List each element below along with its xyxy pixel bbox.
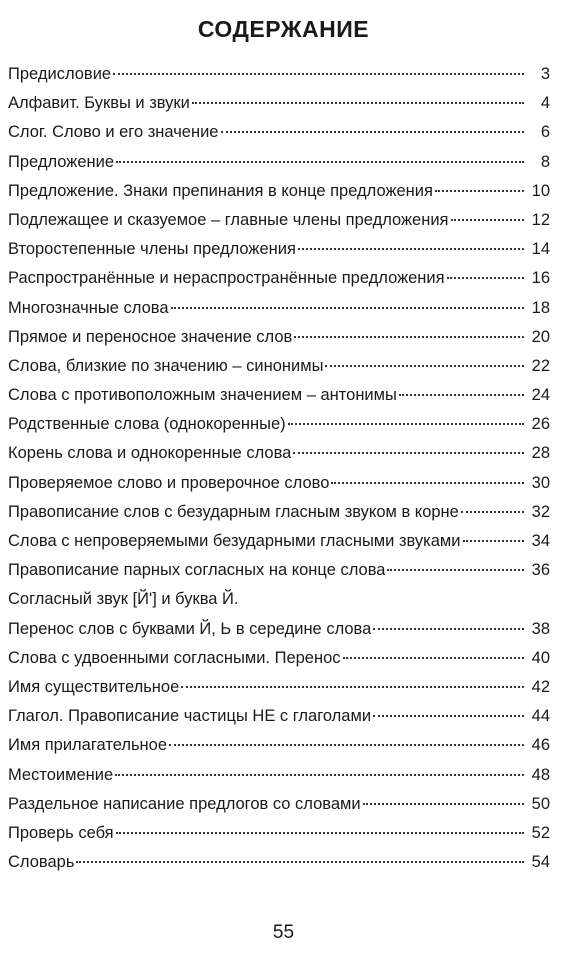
toc-entry xyxy=(8,118,550,147)
toc-entry xyxy=(8,381,550,410)
toc-entry-title: Глагол. Правописание частицы НЕ с глаголами xyxy=(8,707,372,726)
dot-leader xyxy=(288,423,524,425)
toc-entry-title: Прямое и переносное значение слов xyxy=(8,327,293,346)
toc-entry-page: 6 xyxy=(540,123,550,142)
dot-leader xyxy=(169,744,524,746)
toc-entry xyxy=(8,556,550,585)
toc-entry-page: 8 xyxy=(540,152,550,171)
toc-entry xyxy=(8,819,550,848)
toc-entry-title: Правописание парных согласных на конце слова xyxy=(8,561,386,580)
dot-leader xyxy=(294,336,524,338)
toc-entry xyxy=(8,702,550,731)
toc-entry-page: 42 xyxy=(531,677,550,696)
dot-leader xyxy=(221,131,525,133)
dot-leader xyxy=(451,219,525,221)
page-number: 55 xyxy=(272,922,295,943)
page-title: СОДЕРЖАНИЕ xyxy=(197,16,370,42)
toc-entry-page: 52 xyxy=(531,823,550,842)
toc-entry-title: Согласный звук [Й'] и буква Й. xyxy=(8,590,239,609)
dot-leader xyxy=(293,452,524,454)
toc-entry-title: Слог. Слово и его значение xyxy=(8,123,219,142)
toc-entry-page: 40 xyxy=(531,648,550,667)
toc-entry-title: Предисловие xyxy=(8,65,112,83)
dot-leader xyxy=(373,715,524,717)
toc-entry xyxy=(8,585,550,614)
toc-entry-title: Подлежащее и сказуемое – главные члены предложения xyxy=(8,210,449,229)
toc-entry-page: 24 xyxy=(531,386,550,405)
toc-entry xyxy=(8,264,550,293)
toc-entry-title: Слова с непроверяемыми безударными гласными звуками xyxy=(8,532,461,550)
toc-entry xyxy=(8,352,550,381)
toc-entry xyxy=(8,615,550,644)
toc-entry xyxy=(8,60,550,89)
toc-entry xyxy=(8,469,550,498)
dot-leader xyxy=(181,686,524,688)
toc-entry xyxy=(8,206,550,235)
toc-entry-title: Слова с противоположным значением – антонимы xyxy=(8,386,397,405)
toc-entry xyxy=(8,498,550,527)
dot-leader xyxy=(115,774,524,776)
toc-entry-title: Имя прилагательное xyxy=(8,736,168,755)
dot-leader xyxy=(116,161,524,163)
dot-leader xyxy=(192,102,524,104)
dot-leader xyxy=(363,803,524,805)
toc-entry xyxy=(8,527,550,556)
toc-entry xyxy=(8,644,550,673)
dot-leader xyxy=(435,190,524,192)
toc-entry-title: Правописание слов с безударным гласным звуком в корне xyxy=(8,502,459,521)
toc-entry-page: 3 xyxy=(540,65,550,83)
dot-leader xyxy=(463,540,525,542)
dot-leader xyxy=(116,832,524,834)
toc-entry xyxy=(8,148,550,177)
toc-entry-title: Предложение xyxy=(8,152,115,171)
toc-entry-title: Алфавит. Буквы и звуки xyxy=(8,94,190,113)
toc-entry-page: 12 xyxy=(531,210,550,229)
table-of-contents xyxy=(8,60,550,877)
toc-entry-page: 36 xyxy=(531,561,550,580)
dot-leader xyxy=(76,861,524,863)
toc-entry xyxy=(8,294,550,323)
toc-entry-page: 10 xyxy=(531,181,550,200)
toc-entry xyxy=(8,323,550,352)
toc-entry-title: Имя существительное xyxy=(8,677,180,696)
dot-leader xyxy=(461,511,524,513)
toc-entry-title: Перенос слов с буквами Й, Ь в середине слова xyxy=(8,619,372,638)
toc-entry-page: 20 xyxy=(531,327,550,346)
dot-leader xyxy=(373,628,524,630)
toc-entry-title: Проверь себя xyxy=(8,823,114,842)
toc-entry xyxy=(8,410,550,439)
toc-entry xyxy=(8,761,550,790)
toc-entry-page: 16 xyxy=(531,269,550,288)
toc-entry xyxy=(8,177,550,206)
toc-entry-title: Слова, близкие по значению – синонимы xyxy=(8,356,324,375)
toc-entry-page: 50 xyxy=(531,794,550,813)
toc-entry-title: Раздельное написание предлогов со словами xyxy=(8,794,361,813)
toc-entry-title: Слова с удвоенными согласными. Перенос xyxy=(8,648,341,667)
toc-entry-page: 32 xyxy=(531,502,550,521)
toc-entry xyxy=(8,439,550,468)
toc-entry-page: 38 xyxy=(531,619,550,638)
toc-entry-title: Проверяемое слово и проверочное слово xyxy=(8,473,330,492)
dot-leader xyxy=(298,248,524,250)
toc-entry-page: 28 xyxy=(531,444,550,463)
toc-entry-page: 44 xyxy=(531,707,550,726)
dot-leader xyxy=(113,73,524,75)
toc-entry xyxy=(8,790,550,819)
toc-entry xyxy=(8,731,550,760)
toc-entry-title: Родственные слова (однокоренные) xyxy=(8,415,286,434)
toc-entry-page: 14 xyxy=(531,240,550,259)
dot-leader xyxy=(331,482,524,484)
toc-entry-title: Местоимение xyxy=(8,765,114,784)
toc-entry-title: Распространённые и нераспространённые предложения xyxy=(8,269,445,288)
toc-entry-page: 46 xyxy=(531,736,550,755)
toc-entry xyxy=(8,848,550,877)
toc-entry-page: 22 xyxy=(531,356,550,375)
toc-entry xyxy=(8,235,550,264)
toc-entry-page: 48 xyxy=(531,765,550,784)
dot-leader xyxy=(325,365,524,367)
toc-entry-title: Корень слова и однокоренные слова xyxy=(8,444,292,463)
toc-entry-page: 26 xyxy=(531,415,550,434)
toc-entry-page: 54 xyxy=(531,853,550,872)
toc-entry xyxy=(8,89,550,118)
dot-leader xyxy=(447,277,524,279)
toc-entry-page: 34 xyxy=(531,532,550,550)
toc-entry-page: 18 xyxy=(531,298,550,317)
toc-entry-title: Многозначные слова xyxy=(8,298,169,317)
toc-entry-page: 30 xyxy=(531,473,550,492)
dot-leader xyxy=(171,307,525,309)
toc-entry-title: Словарь xyxy=(8,853,75,872)
dot-leader xyxy=(387,569,524,571)
toc-entry xyxy=(8,673,550,702)
dot-leader xyxy=(343,657,524,659)
toc-entry-title: Второстепенные члены предложения xyxy=(8,240,296,259)
toc-entry-page: 4 xyxy=(540,94,550,113)
dot-leader xyxy=(399,394,524,396)
toc-entry-title: Предложение. Знаки препинания в конце предложения xyxy=(8,181,433,200)
